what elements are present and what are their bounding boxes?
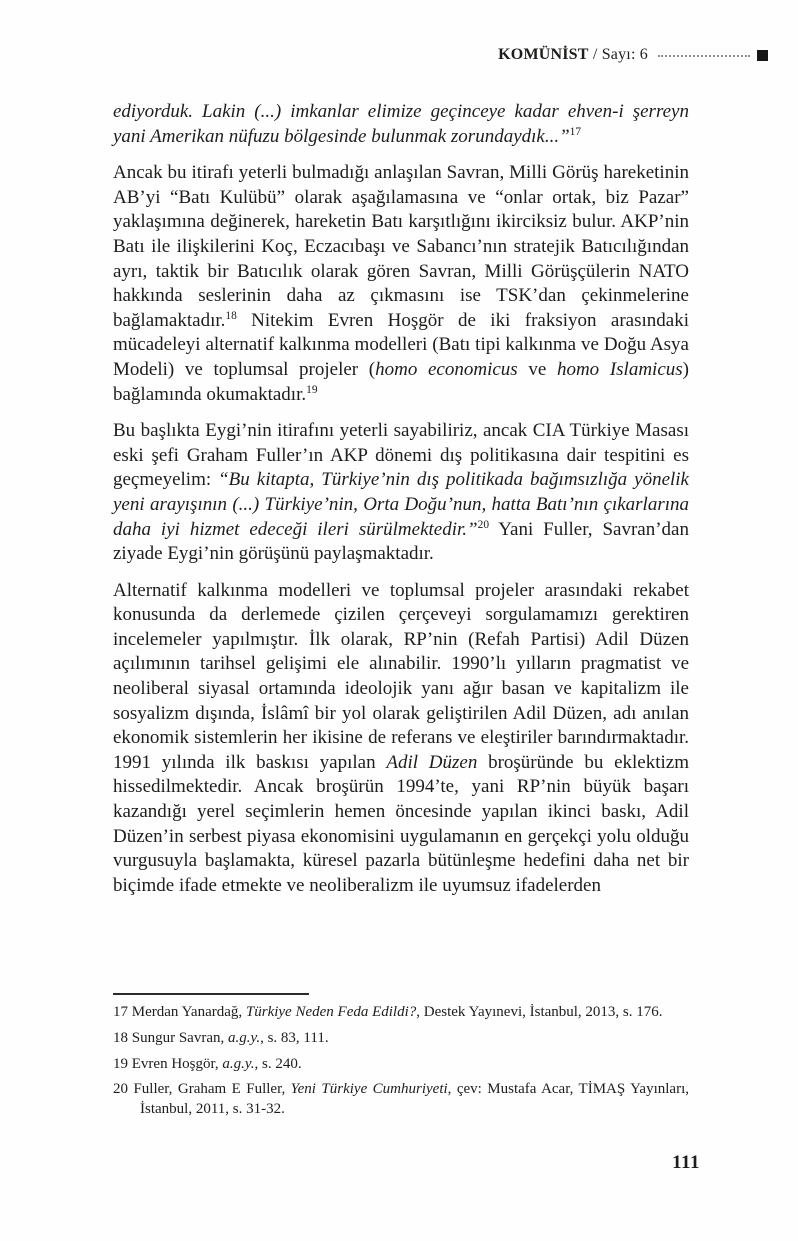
footnote-ref-17: 17 [569, 126, 582, 139]
footnote-text: , s. 83, 111. [260, 1029, 329, 1046]
quote-text: ediyorduk. Lakin (...) imkanlar elimize geçinceye kadar ehven-i şerreyn yani Amerikan nüfuzu bölgesinde bulunmak zorundaydık...” [113, 101, 689, 147]
footnote-text: 20 Fuller, Graham E Fuller, [113, 1081, 291, 1098]
footnote-ref-20: 20 [477, 519, 490, 532]
text-segment: ) bağlamında okumaktadır. [113, 358, 689, 405]
paragraph-fuller [113, 419, 689, 567]
footnote-18 [113, 1029, 689, 1049]
body-text [113, 100, 689, 898]
footnote-19 [113, 1055, 689, 1075]
footnote-text: , s. 240. [254, 1055, 302, 1072]
paragraph-savran [113, 161, 689, 407]
footnote-ref-19: 19 [306, 384, 318, 397]
paragraph-adil-duzen [113, 579, 689, 899]
text-segment: Ancak bu itirafı yeterli bulmadığı anlaşılan Savran, Milli Görüş hareketinin AB’yi “Batı Kulübü” olarak aşağılamasına ve “onlar ortak, biz Pazar” yaklaşımına değinerek, hareketin Batı karşıtlığını ikirciksiz bulur. AKP’nin Batı ile ilişkilerini Koç, Eczacıbaşı ve Sabancı’nın stratejik Batıcılığından ayrı, taktik bir Batıcılık olarak gören Savran, Milli Görüşçülerin NATO hakkında seslerinin daha az çıkmasını ise TSK’dan çekinmelerine bağlamaktadır. [113, 162, 689, 331]
footnote-text: , Destek Yayınevi, İstanbul, 2013, s. 176. [416, 1004, 663, 1020]
journal-title: KOMÜNİST [498, 46, 589, 63]
book-title: Adil Düzen [386, 751, 478, 773]
text-segment: Bu başlıkta Eygi’nin itirafını yeterli sayabiliriz, ancak CIA Türkiye Masası eski şefi Graham Fuller’ın AKP dönemi dış politikasına dair tespitini es geçmeyelim: [113, 420, 689, 491]
text-segment: ve [517, 358, 557, 380]
footnote-ref-18: 18 [225, 310, 237, 323]
quote-text: “Bu kitapta, Türkiye’nin dış politikada bağımsızlığa yönelik yeni arayışının (...) Türkiye’nin, Orta Doğu’nun, hatta Batı’nın çıkarlarına daha iyi hizmet edeceği ileri sürülmektedir.” [113, 469, 689, 540]
text-segment: Yani Fuller, Savran’dan ziyade Eygi’nin görüşünü paylaşmaktadır. [113, 518, 689, 565]
cited-title: Türkiye Neden Feda Edildi? [245, 1004, 417, 1020]
text-segment: Alternatif kalkınma modelleri ve toplumsal projeler arasındaki rekabet konusunda da derlemede çizilen çerçeveyi sorgulamamızı gerektiren incelemeler yapılmıştır. İlk olarak, RP’nin (Refah Partisi) Adil Düzen açılımının tarihsel gelişimi ele alınabilir. 1990’lı yılların pragmatist ve neoliberal siyasal ortamında ideolojik yanı ağır basan ve kapitalizm ile sosyalizm dışında, İslâmî bir yol olarak geliştirilen Adil Düzen, adı anılan ekonomik sistemlerin her ikisine de referans ve eleştiriler barındırmaktadır. 1991 yılında ilk baskısı yapılan [113, 579, 689, 773]
latin-term: homo Islamicus [556, 358, 683, 380]
cited-title: a.g.y. [228, 1029, 261, 1046]
issue-label: / Sayı: 6 [592, 46, 648, 63]
footnote-text: 19 Evren Hoşgör, [113, 1055, 223, 1072]
footnote-17 [113, 1003, 689, 1023]
latin-term: homo economicus [375, 358, 518, 380]
paragraph-quote-continuation [113, 100, 689, 149]
footnote-text: , çev: Mustafa Acar, TİMAŞ Yayınları, İstanbul, 2011, s. 31-32. [140, 1081, 689, 1118]
page-number: 111 [672, 1152, 700, 1173]
footnote-text: 17 Merdan Yanardağ, [113, 1004, 246, 1020]
header-square-marker-icon [757, 50, 768, 61]
cited-title: a.g.y. [222, 1055, 255, 1072]
footnote-text: 18 Sungur Savran, [113, 1029, 228, 1046]
footnote-separator-rule [113, 993, 309, 995]
cited-title: Yeni Türkiye Cumhuriyeti [290, 1081, 448, 1098]
text-segment: broşüründe bu eklektizm hissedilmektedir. Ancak broşürün 1994’te, yani RP’nin büyük başarı kazandığı yerel seçimlerin hemen öncesinde yapılan ikinci baskı, Adil Düzen’in serbest piyasa ekonomisini uygulamanın en gerçekçi yolu olduğu vurgusuyla başlamakta, küresel pazarla bütünleşme hedefini daha net bir biçimde ifade etmekte ve neoliberalizm ile uyumsuz ifadelerden [113, 751, 690, 896]
dotted-leader-line [658, 55, 750, 57]
footnotes-section [113, 1003, 689, 1126]
page-header [113, 46, 768, 64]
text-segment: Nitekim Evren Hoşgör de iki fraksiyon arasındaki mücadeleyi alternatif kalkınma modelleri (Batı tipi kalkınma ve Doğu Asya Modeli) ve toplumsal projeler ( [113, 309, 689, 380]
footnote-20 [113, 1080, 689, 1120]
